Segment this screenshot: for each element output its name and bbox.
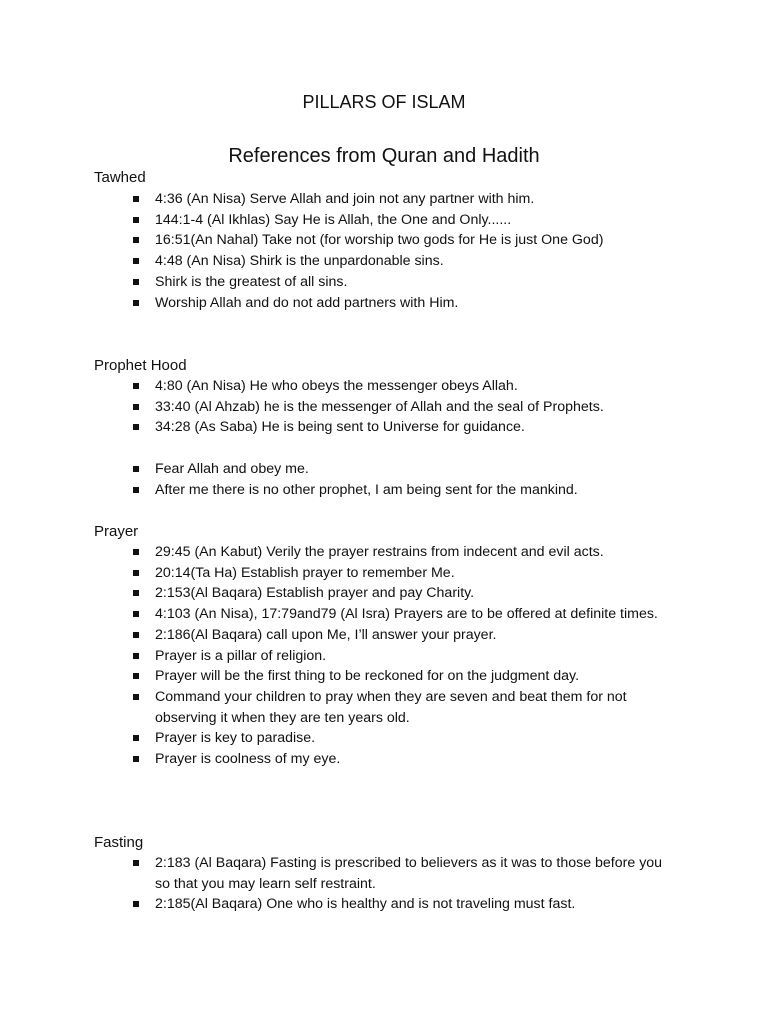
list-item (0, 646, 670, 667)
list-item-text: Prayer is coolness of my eye. (155, 751, 341, 768)
bullet-icon (133, 549, 139, 555)
list-item (0, 480, 670, 501)
list-item (0, 230, 670, 251)
list-item-text: 16:51(An Nahal) Take not (for worship two gods for He is just One God) (155, 232, 604, 249)
section-heading-prayer: Prayer (94, 523, 139, 540)
list-item (0, 293, 670, 314)
list-item-text: 2:186(Al Baqara) call upon Me, I’ll answer your prayer. (155, 626, 497, 643)
bullet-icon (133, 901, 139, 907)
list-item-text: 144:1-4 (Al Ikhlas) Say He is Allah, the One and Only...... (155, 211, 512, 228)
list-item-text: 4:48 (An Nisa) Shirk is the unpardonable sins. (155, 253, 444, 270)
list-item (0, 583, 670, 604)
list-item (0, 210, 670, 231)
bullet-icon (133, 632, 139, 638)
section-heading-tawhed: Tawhed (94, 169, 146, 186)
list-item-text: Prayer will be the first thing to be reckoned for on the judgment day. (155, 668, 580, 685)
list-item-text: Shirk is the greatest of all sins. (155, 273, 348, 290)
bullet-icon (133, 487, 139, 493)
bullet-icon (133, 466, 139, 472)
bullet-icon (133, 279, 139, 285)
fasting-list (0, 853, 670, 915)
list-item (0, 894, 670, 915)
list-item (0, 376, 670, 397)
bullet-icon (133, 424, 139, 430)
list-item (0, 666, 670, 687)
bullet-icon (133, 653, 139, 659)
list-item (0, 687, 670, 728)
document-subtitle: References from Quran and Hadith (228, 145, 540, 167)
list-item-text: Prayer is a pillar of religion. (155, 647, 327, 664)
bullet-icon (133, 860, 139, 866)
list-item-text: Fear Allah and obey me. (155, 460, 309, 477)
list-item-text: 2:183 (Al Baqara) Fasting is prescribed to believers as it was to those before you so that you may learn self restraint. (155, 855, 663, 892)
list-item (0, 625, 670, 646)
list-item-text: Command your children to pray when they are seven and beat them for not observing it when they are ten years old. (155, 688, 627, 726)
list-item (0, 417, 670, 438)
list-item (0, 459, 670, 480)
list-item (0, 397, 670, 418)
bullet-icon (133, 404, 139, 410)
bullet-icon (133, 217, 139, 223)
bullet-icon (133, 590, 139, 596)
bullet-icon (133, 196, 139, 202)
list-item (0, 563, 670, 584)
bullet-icon (133, 735, 139, 741)
prophet-hood-list (0, 376, 670, 500)
list-item-text: 20:14(Ta Ha) Establish prayer to remember Me. (155, 564, 455, 581)
section-heading-prophet-hood: Prophet Hood (94, 357, 187, 374)
bullet-icon (133, 673, 139, 679)
list-item-text: 4:36 (An Nisa) Serve Allah and join not any partner with him. (155, 191, 535, 207)
list-item-text: 33:40 (Al Ahzab) he is the messenger of Allah and the seal of Prophets. (155, 398, 604, 415)
list-item-text: 2:153(Al Baqara) Establish prayer and pay Charity. (155, 585, 475, 602)
list-item (0, 272, 670, 293)
bullet-icon (133, 694, 139, 700)
document-title: PILLARS OF ISLAM (302, 92, 466, 112)
list-item-text: 4:103 (An Nisa), 17:79and79 (Al Isra) Prayers are to be offered at definite times. (155, 606, 658, 623)
list-item (0, 251, 670, 272)
bullet-icon (133, 383, 139, 389)
bullet-icon (133, 237, 139, 243)
list-item-text: 34:28 (As Saba) He is being sent to Universe for guidance. (155, 419, 525, 436)
bullet-icon (133, 756, 139, 762)
list-item-text: Prayer is key to paradise. (155, 730, 316, 747)
list-item (0, 728, 670, 749)
bullet-icon (133, 611, 139, 617)
section-heading-fasting: Fasting (94, 834, 144, 851)
list-item (0, 749, 670, 770)
list-item-text: 2:185(Al Baqara) One who is healthy and is not traveling must fast. (155, 896, 576, 913)
list-item (0, 853, 670, 894)
list-item (0, 604, 670, 625)
list-item-text: 4:80 (An Nisa) He who obeys the messenger obeys Allah. (155, 378, 518, 394)
list-item-text: Worship Allah and do not add partners with Him. (155, 294, 459, 311)
bullet-icon (133, 300, 139, 306)
list-item (0, 189, 670, 210)
list-item (0, 542, 670, 563)
list-item-text: 29:45 (An Kabut) Verily the prayer restrains from indecent and evil acts. (155, 544, 604, 560)
bullet-icon (133, 258, 139, 264)
prayer-list (0, 542, 670, 770)
bullet-icon (133, 570, 139, 576)
list-item-text: After me there is no other prophet, I am being sent for the mankind. (155, 481, 578, 498)
tawhed-list (0, 189, 670, 313)
